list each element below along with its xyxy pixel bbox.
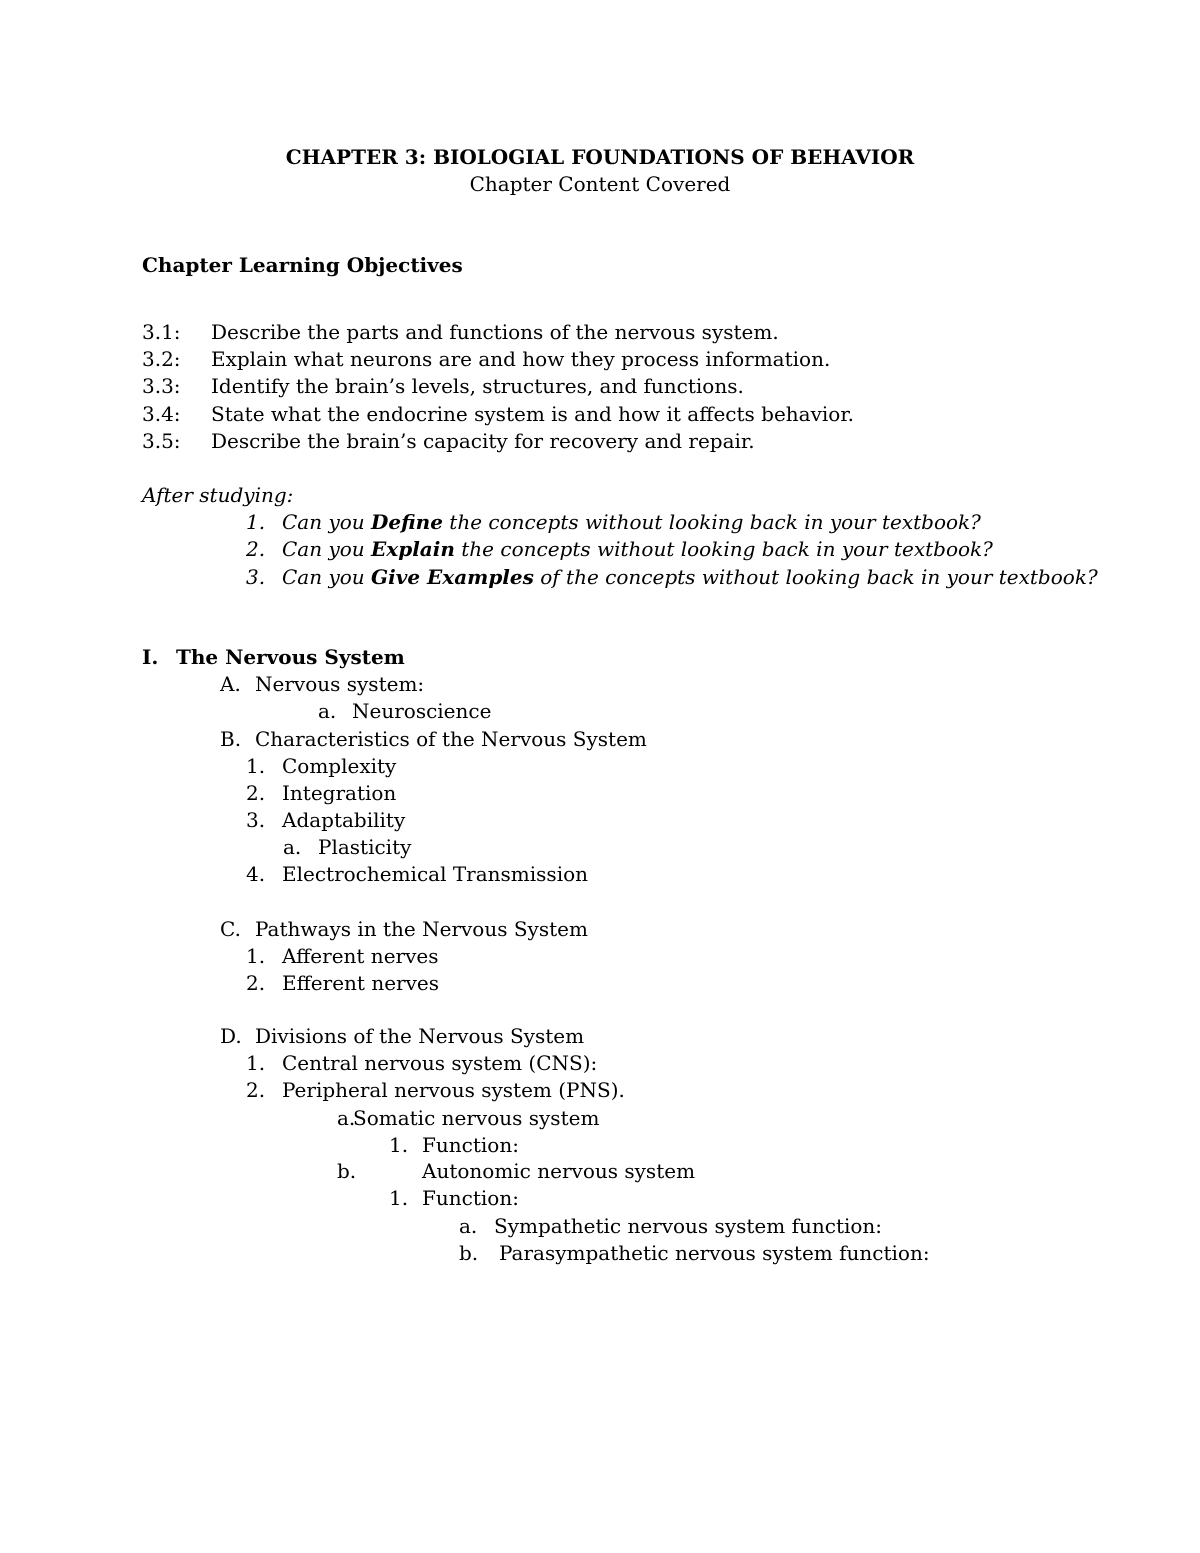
outline-item: Electrochemical Transmission (282, 862, 589, 886)
outline-label: 1. (389, 1186, 409, 1210)
study-question-number: 3. (246, 565, 266, 589)
outline-label: b. (459, 1241, 479, 1265)
outline-item: Efferent nerves (282, 971, 439, 995)
outline-item: Adaptability (282, 808, 406, 832)
study-question (282, 510, 981, 534)
outline-item: Sympathetic nervous system function: (494, 1214, 883, 1238)
section-number: I. (142, 645, 159, 669)
objective-text: Explain what neurons are and how they process information. (211, 347, 831, 371)
outline-item: Function: (422, 1186, 519, 1210)
study-question (282, 565, 1098, 589)
outline-item: Parasympathetic nervous system function: (499, 1241, 930, 1265)
objective-number: 3.5: (142, 429, 181, 453)
study-question-post: the concepts without looking back in your textbook? (454, 537, 993, 561)
outline-label: a. (337, 1106, 356, 1130)
outline-label: D. (220, 1024, 242, 1048)
outline-item: Characteristics of the Nervous System (255, 727, 647, 751)
outline-item: Afferent nerves (282, 944, 439, 968)
outline-item: Central nervous system (CNS): (282, 1051, 598, 1075)
study-question (282, 537, 993, 561)
outline-label: 1. (246, 1051, 266, 1075)
outline-label: B. (220, 727, 242, 751)
outline-label: 2. (246, 971, 266, 995)
outline-label: 2. (246, 781, 266, 805)
outline-item: Pathways in the Nervous System (255, 917, 588, 941)
study-question-pre: Can you (282, 537, 372, 561)
outline-item: Peripheral nervous system (PNS). (282, 1078, 625, 1102)
outline-item: Complexity (282, 754, 397, 778)
objective-number: 3.2: (142, 347, 181, 371)
outline-label: C. (220, 917, 241, 941)
study-question-number: 1. (246, 510, 266, 534)
outline-item: Integration (282, 781, 397, 805)
outline-item: Nervous system: (255, 672, 425, 696)
study-question-post: the concepts without looking back in your textbook? (442, 510, 981, 534)
study-question-keyword: Give Examples (371, 565, 534, 589)
outline-label: 1. (246, 944, 266, 968)
outline-item: Plasticity (318, 835, 412, 859)
outline-label: a. (459, 1214, 478, 1238)
objective-text: State what the endocrine system is and how it affects behavior. (211, 402, 855, 426)
outline-label: a. (318, 699, 337, 723)
objective-number: 3.1: (142, 320, 181, 344)
outline-item: Divisions of the Nervous System (255, 1024, 585, 1048)
outline-label: A. (220, 672, 241, 696)
objective-text: Identify the brain’s levels, structures, and functions. (211, 374, 744, 398)
objectives-heading: Chapter Learning Objectives (142, 253, 463, 277)
outline-label: 1. (246, 754, 266, 778)
outline-label: b. (337, 1159, 357, 1183)
study-question-keyword: Explain (371, 537, 455, 561)
study-question-number: 2. (246, 537, 266, 561)
objective-text: Describe the brain’s capacity for recovery and repair. (211, 429, 755, 453)
outline-label: 1. (389, 1133, 409, 1157)
outline-label: 3. (246, 808, 266, 832)
document-subtitle: Chapter Content Covered (469, 172, 731, 196)
section-title: The Nervous System (176, 645, 405, 669)
outline-item: Autonomic nervous system (422, 1159, 696, 1183)
outline-label: 4. (246, 862, 266, 886)
study-question-pre: Can you (282, 510, 372, 534)
document-title: CHAPTER 3: BIOLOGIAL FOUNDATIONS OF BEHAVIOR (285, 145, 915, 169)
objective-number: 3.3: (142, 374, 181, 398)
outline-item: Function: (422, 1133, 519, 1157)
study-question-pre: Can you (282, 565, 372, 589)
study-question-post: of the concepts without looking back in your textbook? (533, 565, 1098, 589)
study-question-keyword: Define (371, 510, 443, 534)
outline-item: Somatic nervous system (353, 1106, 600, 1130)
outline-label: a. (283, 835, 302, 859)
objective-text: Describe the parts and functions of the nervous system. (211, 320, 779, 344)
objective-number: 3.4: (142, 402, 181, 426)
after-studying-label: After studying: (142, 483, 294, 507)
outline-label: 2. (246, 1078, 266, 1102)
outline-item: Neuroscience (352, 699, 492, 723)
